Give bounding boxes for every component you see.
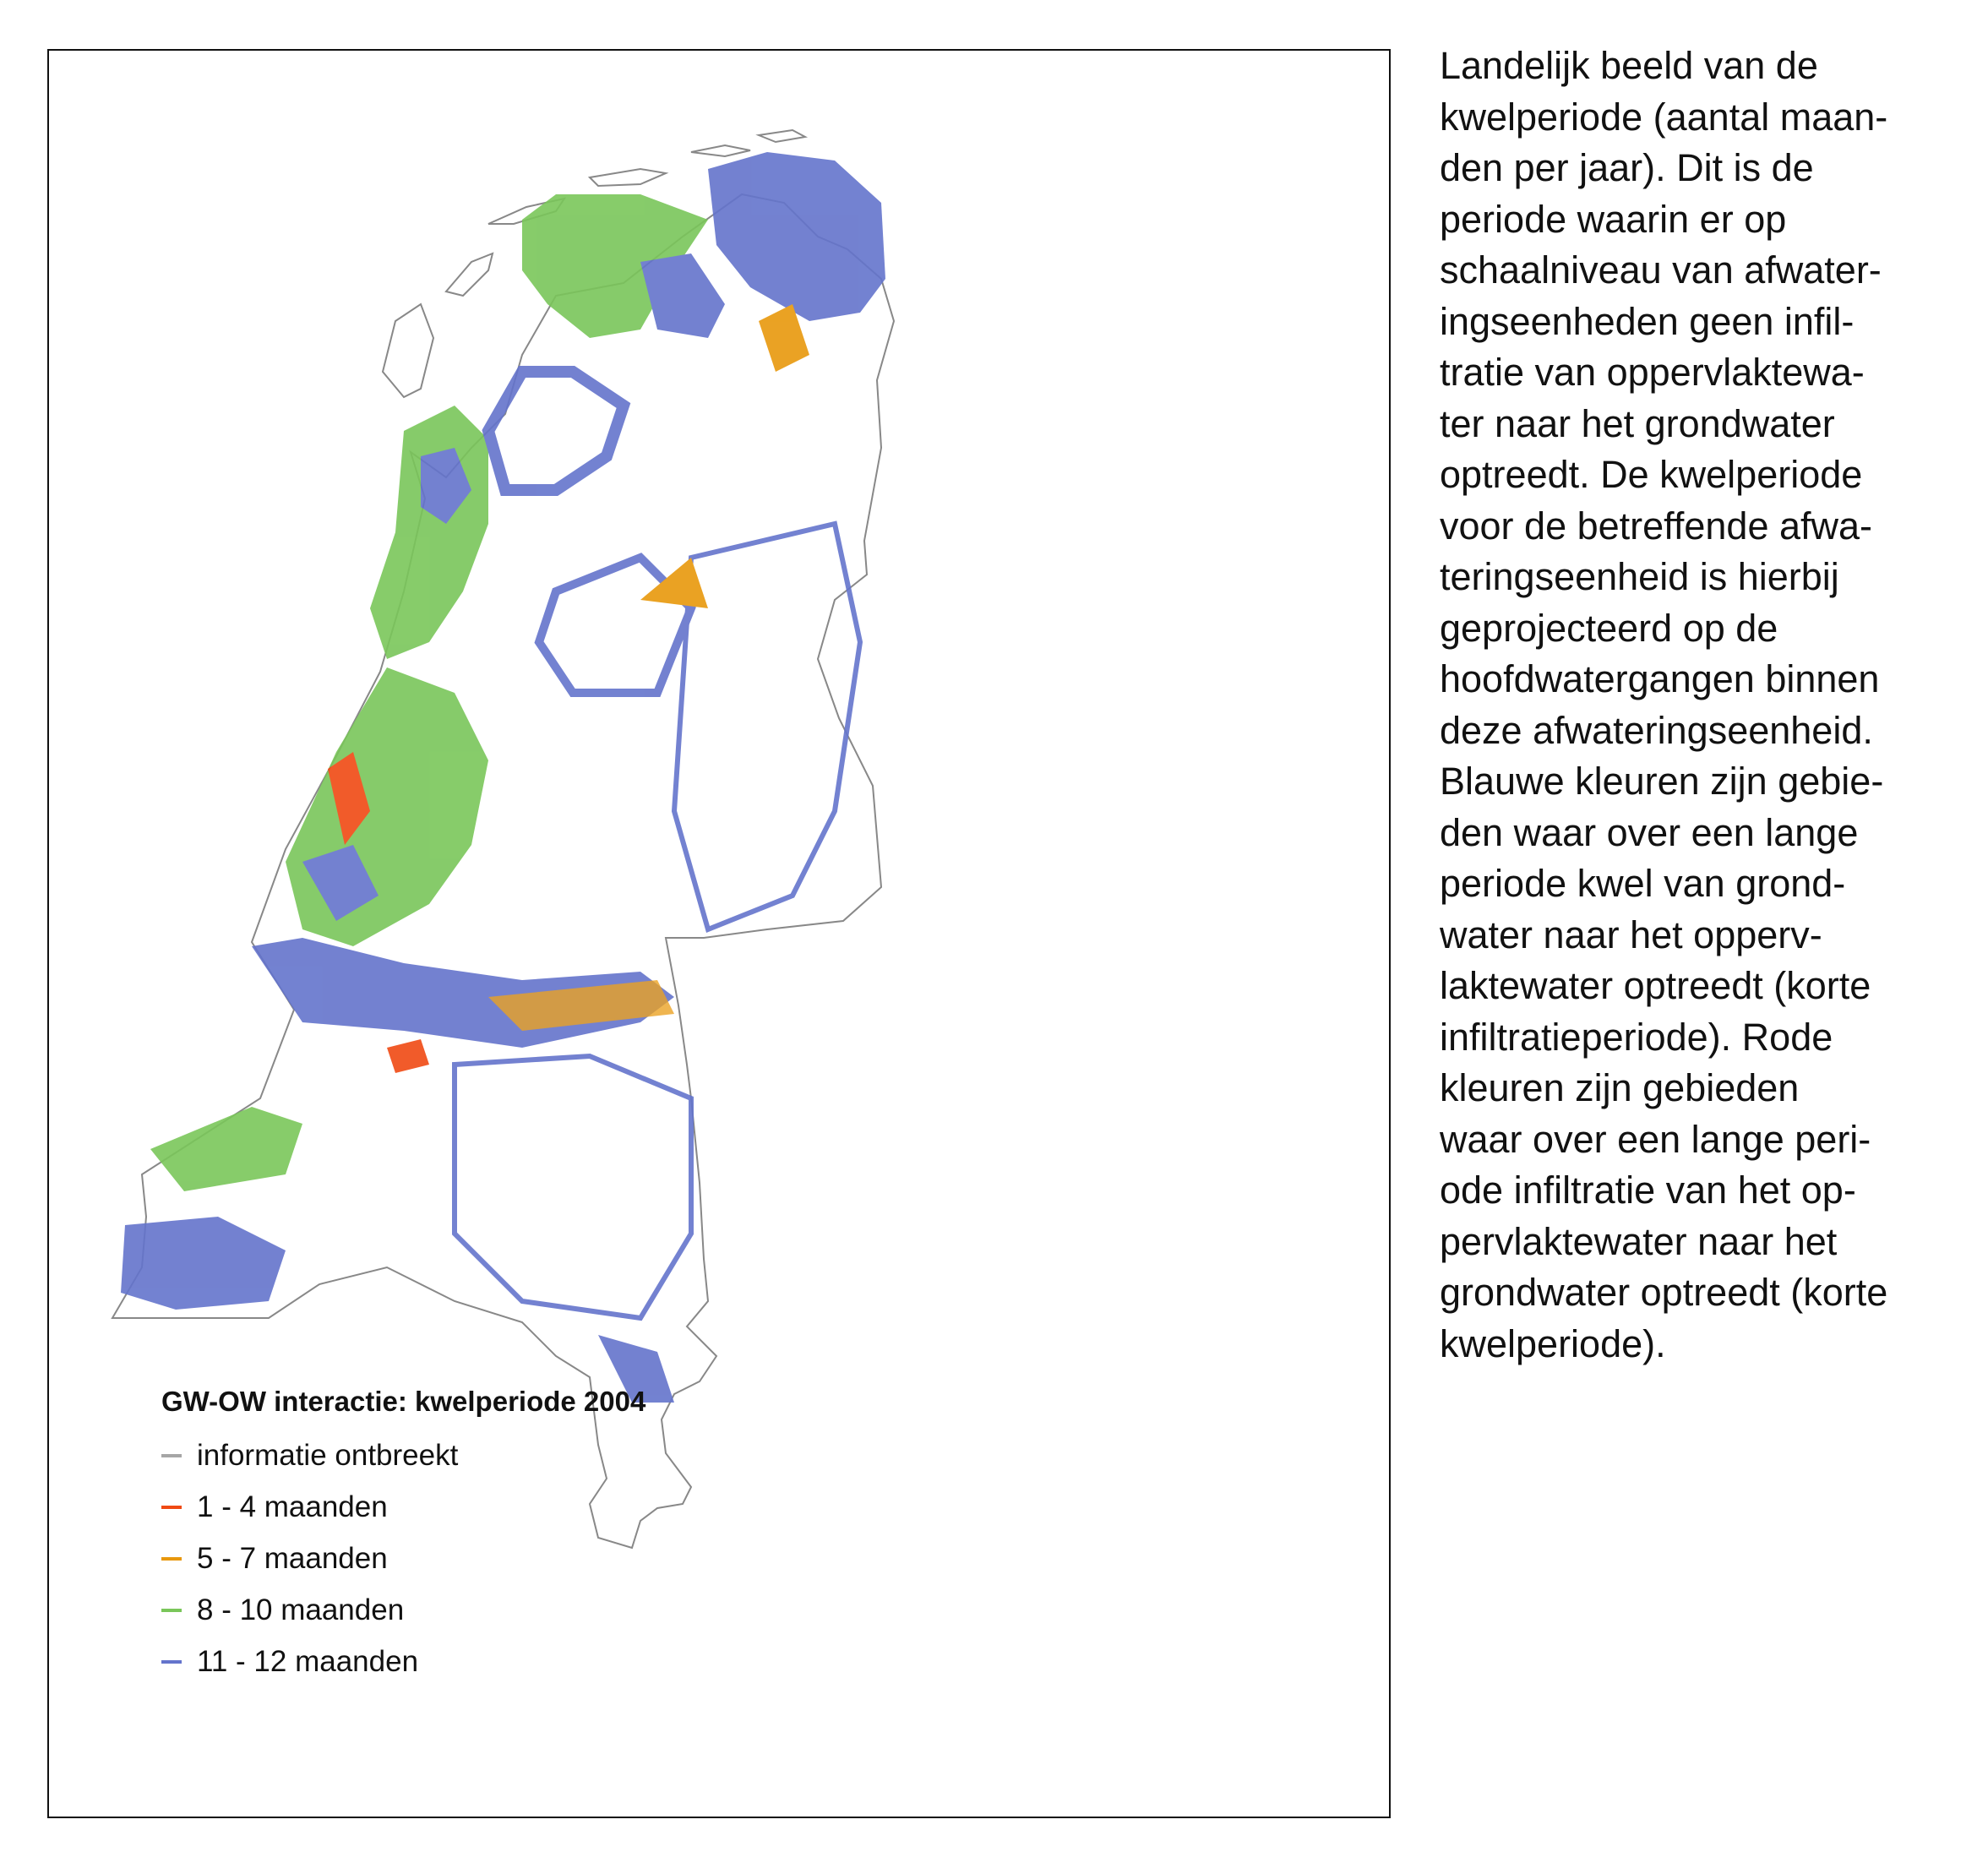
map-description: Landelijk beeld van de kwelperiode (aantal maan- den per jaar). Dit is de periode waarin er op schaalniveau van afwater- ingseenheden geen infil- tratie van oppervlaktewa- ter naar het grondwater optreedt. De kwelperiode voor de betreffende afwa- teringseenheid is hierbij geprojecteerd op de hoofdwatergangen binnen deze afwateringseenheid. Blauwe kleuren zijn gebie- den waar over een lange periode kwel van grond- water naar het opperv- laktewater optreedt (korte infiltratieperiode). Rode kleuren zijn gebieden waar over een lange peri- ode infiltratie van het op- pervlaktewater naar het grondwater optreedt (korte kwelperiode). [1440, 44, 1888, 1365]
map-legend [161, 1386, 645, 1687]
legend-swatch-red [161, 1506, 182, 1509]
legend-item-missing [161, 1430, 645, 1481]
legend-label: 5 - 7 maanden [197, 1541, 388, 1575]
legend-item-5-7 [161, 1533, 645, 1584]
legend-swatch-orange [161, 1557, 182, 1561]
legend-swatch-green [161, 1609, 182, 1612]
legend-item-11-12 [161, 1636, 645, 1687]
legend-item-1-4 [161, 1481, 645, 1533]
legend-swatch-gray [161, 1454, 182, 1457]
kwelperiode-pattern [121, 152, 885, 1403]
legend-swatch-blue [161, 1660, 182, 1664]
legend-label: 1 - 4 maanden [197, 1490, 388, 1523]
legend-label: informatie ontbreekt [197, 1438, 459, 1472]
legend-label: 11 - 12 maanden [197, 1644, 419, 1678]
map-frame [47, 49, 1391, 1818]
legend-label: 8 - 10 maanden [197, 1593, 405, 1626]
legend-item-8-10 [161, 1584, 645, 1636]
legend-title: GW-OW interactie: kwelperiode 2004 [161, 1386, 646, 1417]
